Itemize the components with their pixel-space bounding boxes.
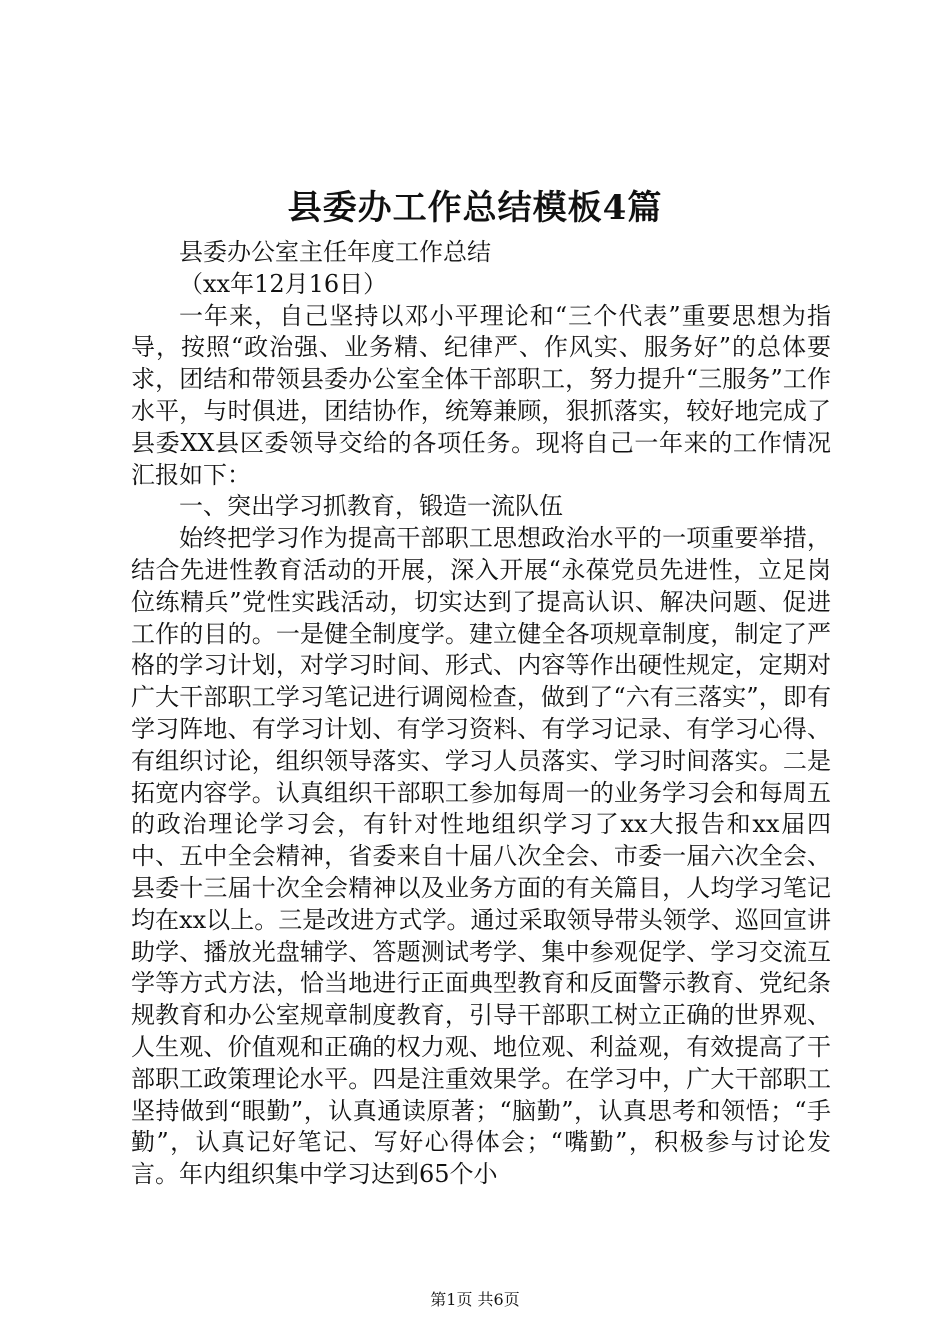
document-title: 县委办工作总结模板4篇 bbox=[287, 188, 663, 228]
paragraph-intro: 一年来，自己坚持以邓小平理论和“三个代表”重要思想为指导，按照“政治强、业务精、纪律严、作风实、服务好”的总体要求，团结和带领县委办公室全体干部职工，努力提升“三服务”工作水平，与时俱进，团结协作，统筹兼顾，狠抓落实，较好地完成了县委XX县区委领导交给的各项任务。现将自己一年来的工作情况汇报如下： bbox=[131, 301, 831, 489]
subtitle: 县委办公室主任年度工作总结 bbox=[179, 238, 491, 266]
date-line: （xx年12月16日） bbox=[179, 269, 388, 298]
paragraph-study: 始终把学习作为提高干部职工思想政治水平的一项重要举措，结合先进性教育活动的开展，深入开展“永葆党员先进性，立足岗位练精兵”党性实践活动，切实达到了提高认识、解决问题、促进工作的目的。一是健全制度学。建立健全各项规章制度，制定了严格的学习计划，对学习时间、形式、内容等作出硬性规定，定期对广大干部职工学习笔记进行调阅检查，做到了“六有三落实”，即有学习阵地、有学习计划、有学习资料、有学习记录、有学习心得、有组织讨论，组织领导落实、学习人员落实、学习时间落实。二是拓宽内容学。认真组织干部职工参加每周一的业务学习会和每周五的政治理论学习会，有针对性地组织学习了xx大报告和xx届四中、五中全会精神，省委来自十届八次全会、市委一届六次全会、县委十三届十次全会精神以及业务方面的有关篇目，人均学习笔记均在xx以上。三是改进方式学。通过采取领导带头领学、巡回宣讲助学、播放光盘辅学、答题测试考学、集中参观促学、学习交流互学等方式方法，恰当地进行正面典型教育和反面警示教育、党纪条规教育和办公室规章制度教育，引导干部职工树立正确的世界观、人生观、价值观和正确的权力观、地位观、利益观，有效提高了干部职工政策理论水平。四是注重效果学。在学习中，广大干部职工坚持做到“眼勤”，认真通读原著；“脑勤”，认真思考和领悟；“手勤”，认真记好笔记、写好心得体会；“嘴勤”，积极参与讨论发言。年内组织集中学习达到65个小 bbox=[131, 524, 831, 1189]
page-number: 第1页 共6页 bbox=[430, 1290, 520, 1309]
document-body bbox=[131, 237, 831, 1191]
section-heading: 一、突出学习抓教育，锻造一流队伍 bbox=[179, 492, 563, 521]
